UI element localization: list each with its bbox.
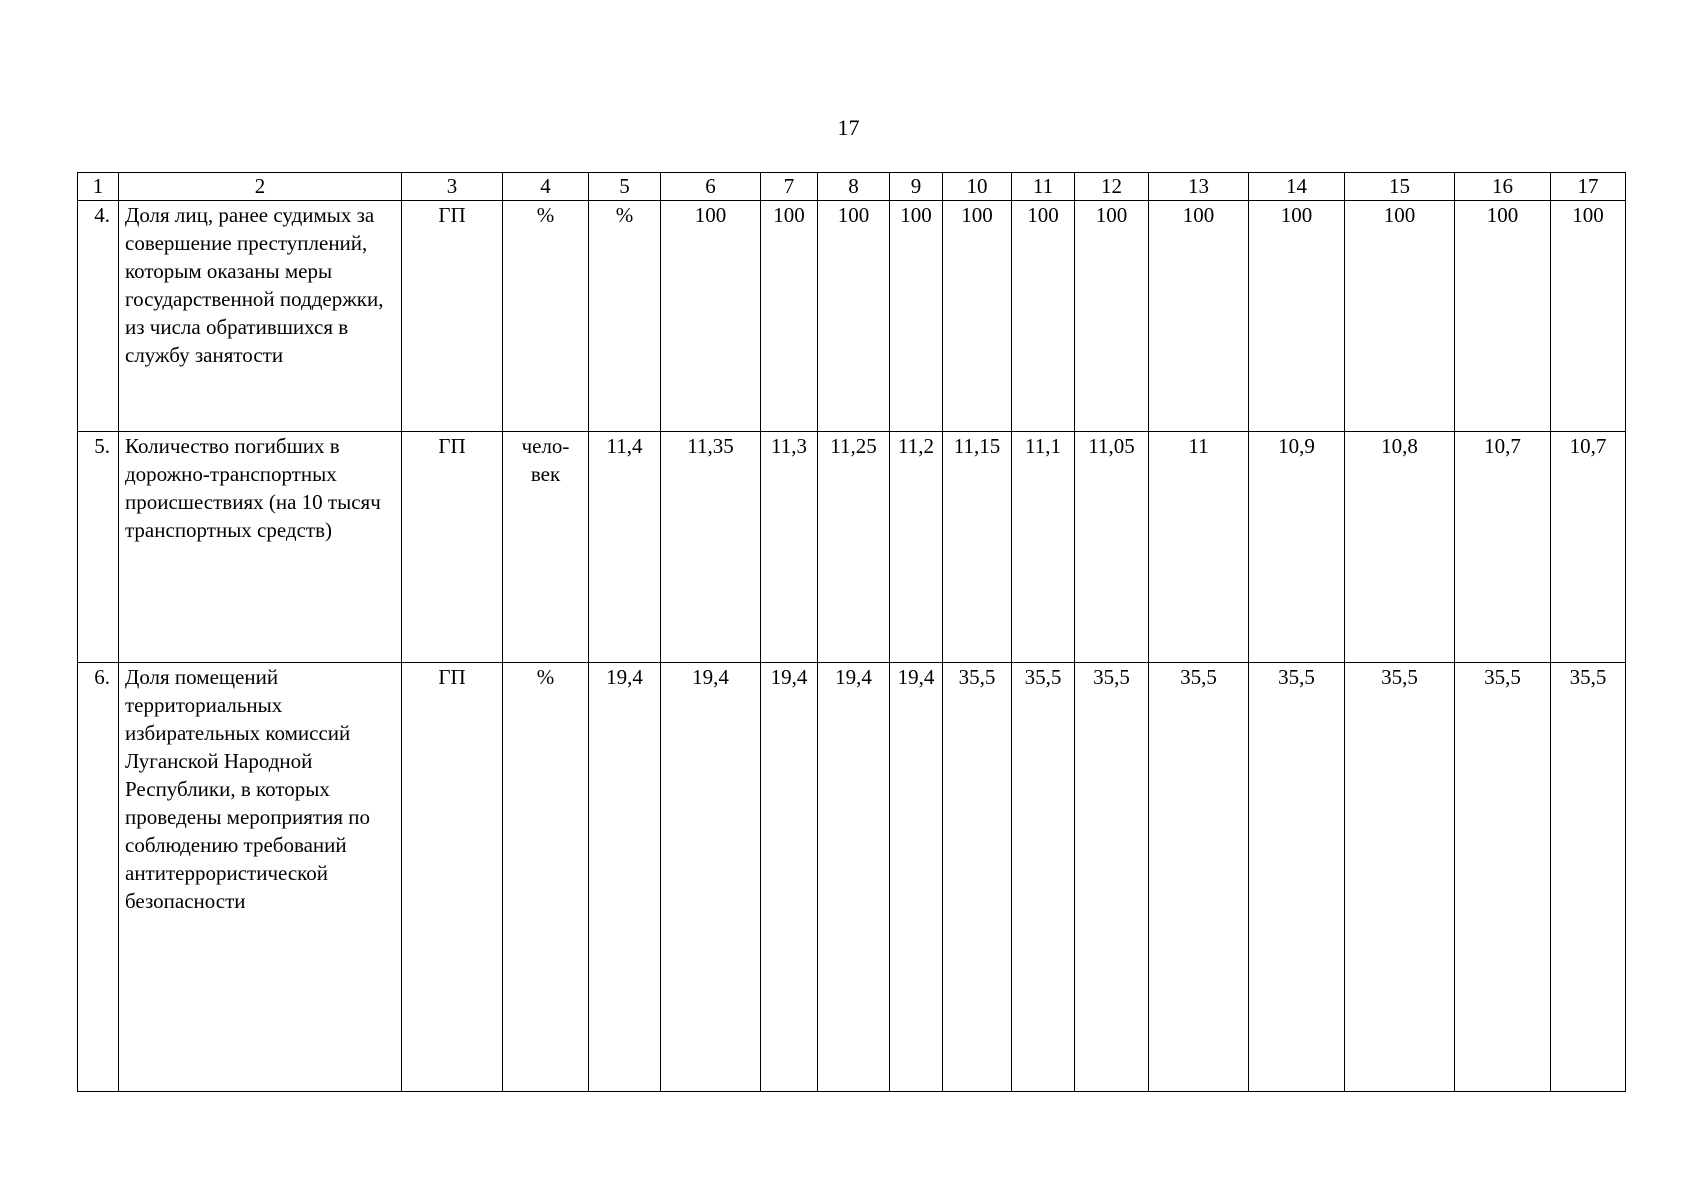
value-cell: 10,9 xyxy=(1249,432,1345,663)
table-row xyxy=(78,432,1626,663)
value-cell: 11,2 xyxy=(890,432,943,663)
table-row xyxy=(78,663,1626,1092)
value-cell: 100 xyxy=(1551,201,1626,432)
value-cell: 19,4 xyxy=(761,663,818,1092)
value-cell: 11,35 xyxy=(661,432,761,663)
page-number: 17 xyxy=(837,115,860,140)
column-header: 9 xyxy=(890,173,943,201)
column-header: 3 xyxy=(402,173,503,201)
column-header: 2 xyxy=(119,173,402,201)
program-cell: ГП xyxy=(402,432,503,663)
value-cell: 11,15 xyxy=(943,432,1012,663)
column-header: 6 xyxy=(661,173,761,201)
value-cell: 19,4 xyxy=(661,663,761,1092)
column-header: 10 xyxy=(943,173,1012,201)
value-cell: 100 xyxy=(661,201,761,432)
value-cell: 35,5 xyxy=(1551,663,1626,1092)
column-header: 14 xyxy=(1249,173,1345,201)
value-cell: 11,1 xyxy=(1012,432,1075,663)
value-cell: 19,4 xyxy=(589,663,661,1092)
value-cell: 10,8 xyxy=(1345,432,1455,663)
value-cell: 19,4 xyxy=(818,663,890,1092)
indicators-table xyxy=(77,172,1626,1092)
unit-cell: чело-век xyxy=(503,432,589,663)
value-cell: 35,5 xyxy=(1455,663,1551,1092)
value-cell: 10,7 xyxy=(1551,432,1626,663)
value-cell: 35,5 xyxy=(1249,663,1345,1092)
value-cell: 100 xyxy=(818,201,890,432)
value-cell: 100 xyxy=(1249,201,1345,432)
row-number: 4. xyxy=(78,201,119,432)
value-cell: % xyxy=(589,201,661,432)
column-header: 8 xyxy=(818,173,890,201)
indicator-name: Количество погибших в дорожно-транспортных происшествиях (на 10 тысяч транспортных средств) xyxy=(119,432,402,663)
column-header: 12 xyxy=(1075,173,1149,201)
header-row xyxy=(78,173,1626,201)
row-number: 5. xyxy=(78,432,119,663)
column-header: 1 xyxy=(78,173,119,201)
value-cell: 35,5 xyxy=(943,663,1012,1092)
value-cell: 11,3 xyxy=(761,432,818,663)
value-cell: 10,7 xyxy=(1455,432,1551,663)
value-cell: 35,5 xyxy=(1075,663,1149,1092)
column-header: 7 xyxy=(761,173,818,201)
value-cell: 11 xyxy=(1149,432,1249,663)
column-header: 15 xyxy=(1345,173,1455,201)
value-cell: 11,25 xyxy=(818,432,890,663)
column-header: 17 xyxy=(1551,173,1626,201)
program-cell: ГП xyxy=(402,201,503,432)
value-cell: 11,05 xyxy=(1075,432,1149,663)
value-cell: 100 xyxy=(943,201,1012,432)
value-cell: 35,5 xyxy=(1345,663,1455,1092)
value-cell: 100 xyxy=(761,201,818,432)
value-cell: 100 xyxy=(1455,201,1551,432)
value-cell: 19,4 xyxy=(890,663,943,1092)
column-header: 13 xyxy=(1149,173,1249,201)
column-header: 5 xyxy=(589,173,661,201)
row-number: 6. xyxy=(78,663,119,1092)
column-header: 4 xyxy=(503,173,589,201)
value-cell: 11,4 xyxy=(589,432,661,663)
unit-cell: % xyxy=(503,201,589,432)
table-row xyxy=(78,201,1626,432)
indicator-name: Доля лиц, ранее судимых за совершение преступлений, которым оказаны меры государственной поддержки, из числа обратившихся в службу занятости xyxy=(119,201,402,432)
program-cell: ГП xyxy=(402,663,503,1092)
unit-cell: % xyxy=(503,663,589,1092)
value-cell: 100 xyxy=(1345,201,1455,432)
indicator-name: Доля помещений территориальных избирательных комиссий Луганской Народной Республики, в которых проведены мероприятия по соблюдению требований антитеррористической безопасности xyxy=(119,663,402,1092)
value-cell: 100 xyxy=(890,201,943,432)
column-header: 16 xyxy=(1455,173,1551,201)
value-cell: 100 xyxy=(1075,201,1149,432)
value-cell: 100 xyxy=(1012,201,1075,432)
value-cell: 100 xyxy=(1149,201,1249,432)
column-header: 11 xyxy=(1012,173,1075,201)
value-cell: 35,5 xyxy=(1012,663,1075,1092)
value-cell: 35,5 xyxy=(1149,663,1249,1092)
